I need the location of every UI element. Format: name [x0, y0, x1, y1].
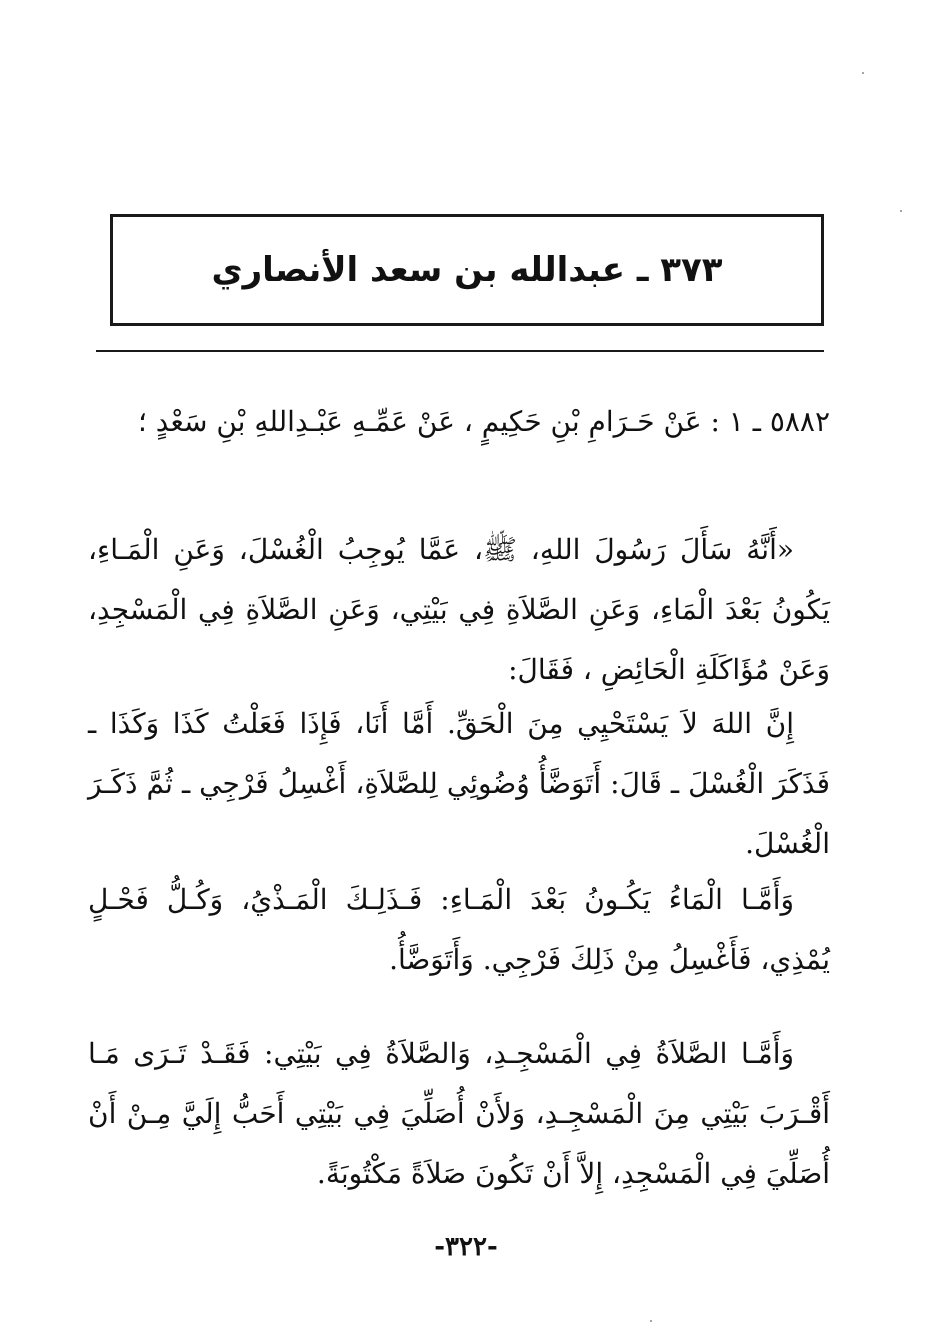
hadith-isnad [88, 392, 830, 452]
paragraph-isnad: ٥٨٨٢ ـ ١ : عَنْ حَـرَامِ بْنِ حَكِيمٍ ، عَنْ عَمِّـهِ عَبْـدِاللهِ بْنِ سَعْدٍ ؛ [137, 405, 830, 438]
scan-speck [900, 210, 902, 212]
paragraph-ghusl: إِنَّ اللهَ لاَ يَسْتَحْيِي مِنَ الْحَقِّ. أَمَّا أَنَا، فَإِذَا فَعَلْتُ كَذَا وَكَذَا ـ فَذَكَرَ الْغُسْلَ ـ قَالَ: أَتَوَضَّأُ وُضُوئِي لِلصَّلاَةِ، أَغْسِلُ فَرْجِي ـ ثُمَّ ذَكَـرَ الْغُسْلَ. [88, 707, 830, 860]
horizontal-rule [96, 350, 824, 352]
paragraph-question: «أَنَّهُ سَأَلَ رَسُولَ اللهِ، ﷺ، عَمَّا يُوجِبُ الْغُسْلَ، وَعَنِ الْمَـاءِ، يَكُونُ بَعْدَ الْمَاءِ، وَعَنِ الصَّلاَةِ فِي بَيْتِي، وَعَنِ الصَّلاَةِ فِي الْمَسْجِدِ، وَعَنْ مُؤَاكَلَةِ الْحَائِضِ ، فَقَالَ: [88, 533, 830, 686]
hadith-body-ghusl [88, 694, 830, 874]
hadith-body-madhy [88, 870, 830, 990]
scan-speck [862, 72, 864, 74]
hadith-body-intro [88, 520, 830, 700]
chapter-title: ٣٧٣ ـ عبدالله بن سعد الأنصاري [211, 249, 723, 290]
hadith-body-prayer [88, 1024, 830, 1204]
paragraph-madhy: وَأَمَّـا الْمَاءُ يَكُـونُ بَعْدَ الْمَـاءِ: فَـذَلِـكَ الْمَـذْيُ، وَكُـلُّ فَحْـلٍ يُمْذِي، فَأَغْسِلُ مِنْ ذَلِكَ فَرْجِي. وَأَتَوَضَّأُ. [88, 883, 830, 976]
paragraph-prayer: وَأَمَّـا الصَّلاَةُ فِي الْمَسْجِـدِ، وَالصَّلاَةُ فِي بَيْتِي: فَقَـدْ تَـرَى مَـا أَقْـرَبَ بَيْتِي مِنَ الْمَسْجِـدِ، وَلأَنْ أُصَلِّيَ فِي بَيْتِي أَحَبُّ إِلَيَّ مِـنْ أَنْ أُصَلِّيَ فِي الْمَسْجِدِ، إِلاَّ أَنْ تَكُونَ صَلاَةً مَكْتُوبَةً. [88, 1037, 830, 1190]
scan-speck [650, 1320, 652, 1322]
page-number: -٣٢٢- [434, 1232, 498, 1262]
chapter-title-box [110, 214, 824, 326]
